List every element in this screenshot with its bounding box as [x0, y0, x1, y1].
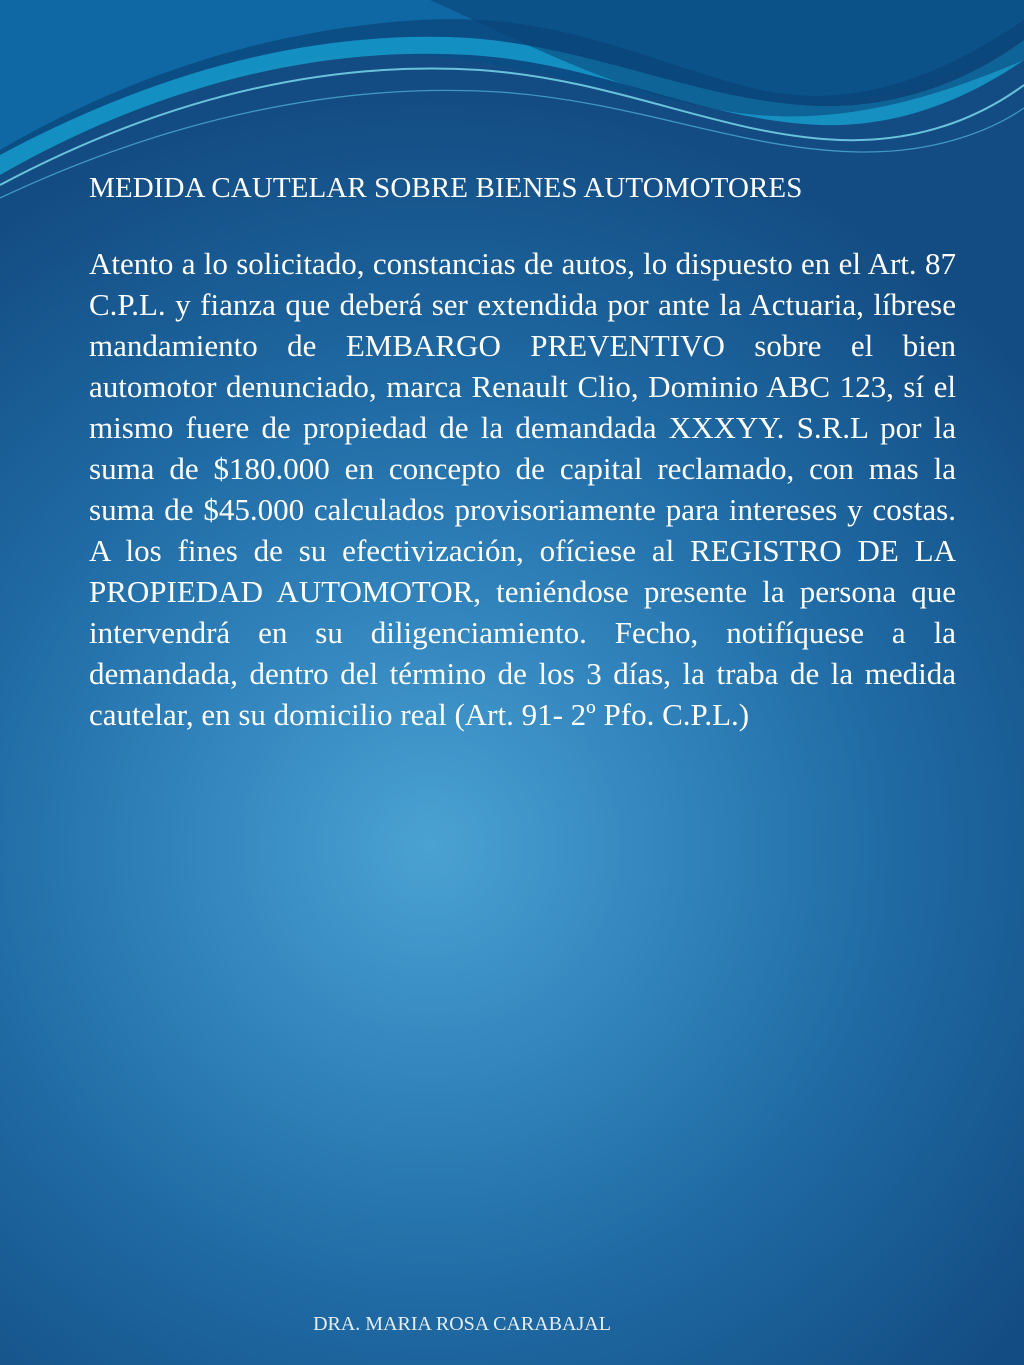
slide-footer-author: DRA. MARIA ROSA CARABAJAL — [313, 1313, 611, 1335]
slide-body-text: Atento a lo solicitado, constancias de autos, lo dispuesto en el Art. 87 C.P.L. y fianza que deberá ser extendida por ante la Actuaria, líbrese mandamiento de EMBARGO PREVENTIVO sobre el bien automotor denunciado, marca Renault Clio, Dominio ABC 123, sí el mismo fuere de propiedad de la demandada XXXYY. S.R.L por la suma de $180.000 en concepto de capital reclamado, con mas la suma de $45.000 calculados provisoriamente para intereses y costas. A los fines de su efectivización, ofíciese al REGISTRO DE LA PROPIEDAD AUTOMOTOR, teniéndose presente la persona que intervendrá en su diligenciamiento. Fecho, notifíquese a la demandada, dentro del término de los 3 días, la traba de la medida cautelar, en su domicilio real (Art. 91- 2º Pfo. C.P.L.) — [89, 246, 956, 732]
slide-title: MEDIDA CAUTELAR SOBRE BIENES AUTOMOTORES — [89, 172, 803, 204]
